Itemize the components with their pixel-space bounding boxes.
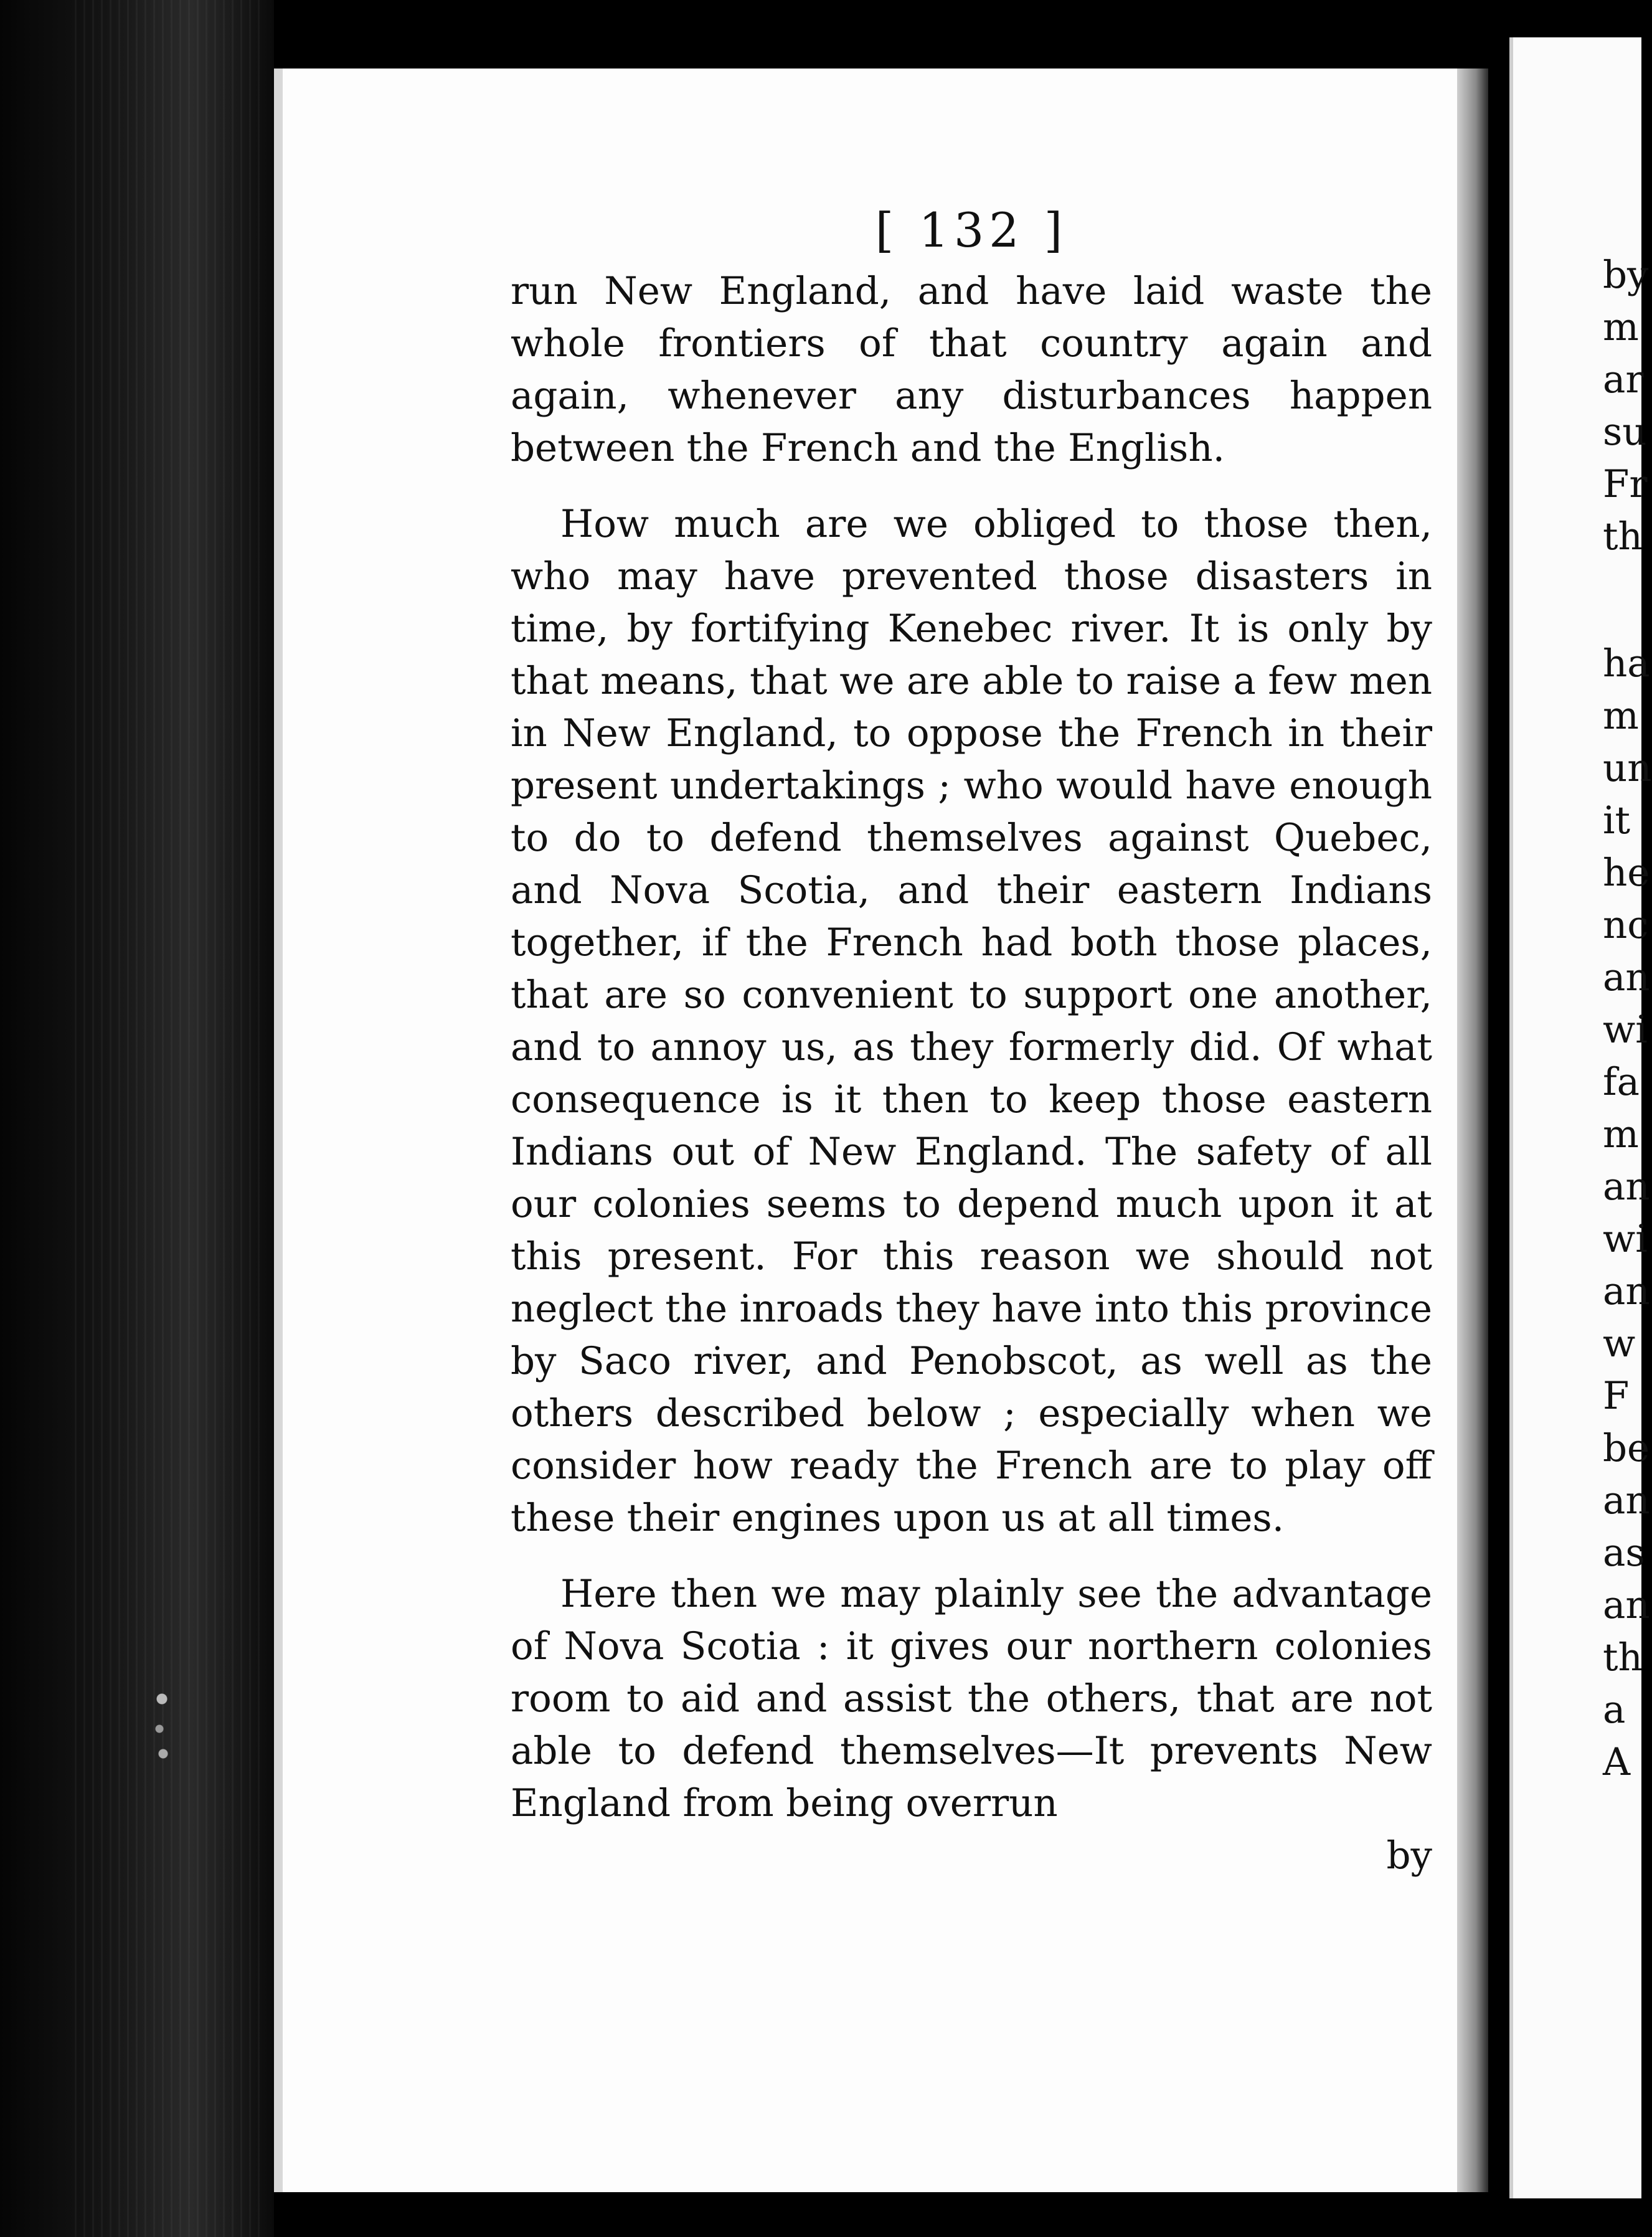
facing-fragment: an	[1603, 955, 1650, 1000]
paragraph-3-text: Here then we may plainly see the advantage of Nova Scotia : it gives our northern colonies room to aid and assist the others, that are not able to defend themselves—It prevents New England from being overrun	[511, 1572, 1432, 1825]
facing-fragment: by	[1603, 253, 1649, 297]
facing-fragment: wi	[1603, 1008, 1648, 1052]
paragraph-1-text: run New England, and have laid waste the whole frontiers of that country again and again, whenever any disturbances happen between the French and the English.	[511, 269, 1432, 470]
paragraph-2-text: How much are we obliged to those then, who may have prevented those disasters in time, by fortifying Kenebec river. It is only by that means, that we are able to raise a few men in New England, to oppose the French in their present undertakings ; who would have enough to do to defend themselves against Quebec, and Nova Scotia, and their eastern Indians together, if the French had both those places, that are so convenient to support one another, and to annoy us, as they formerly did. Of what consequence is it then to keep those eastern Indians out of New England. The safety of all our colonies seems to depend much upon it at this present. For this reason we should not neglect the inroads they have into this province by Saco river, and Penobscot, as well as the others described below ; especially when we consider how ready the French are to play off these their engines upon us at all times.	[511, 502, 1432, 1540]
facing-page-text	[1603, 249, 1652, 1789]
facing-fragment: an	[1603, 1478, 1650, 1523]
facing-fragment: it	[1603, 798, 1631, 843]
spine-marks	[149, 1669, 174, 1769]
facing-fragment: m	[1603, 305, 1639, 349]
paragraph-2	[511, 498, 1432, 1544]
page-text-block	[511, 199, 1432, 1882]
facing-fragment: th	[1603, 514, 1643, 559]
paragraph-3	[511, 1568, 1432, 1830]
facing-fragment: ar	[1603, 357, 1644, 402]
facing-fragment: F	[1603, 1374, 1630, 1418]
book-gutter	[1488, 37, 1509, 2237]
facing-fragment: th	[1603, 1635, 1643, 1680]
spine-texture	[75, 0, 262, 2237]
facing-fragment: w	[1603, 1322, 1636, 1366]
facing-fragment: A	[1603, 1740, 1631, 1784]
book-spine	[0, 0, 274, 2237]
facing-fragment: ha	[1603, 641, 1650, 686]
facing-fragment: fa	[1603, 1060, 1640, 1104]
facing-fragment: Fr	[1603, 462, 1648, 506]
facing-fragment: an	[1603, 1269, 1650, 1313]
left-page-edge	[1457, 69, 1488, 2192]
paragraph-1	[511, 265, 1432, 475]
facing-fragment: an	[1603, 1583, 1650, 1627]
catchword: by	[1386, 1833, 1432, 1878]
facing-fragment: an	[1603, 1165, 1650, 1209]
facing-fragment: nc	[1603, 903, 1649, 947]
facing-fragment: wi	[1603, 1217, 1648, 1261]
facing-fragment: a	[1603, 1688, 1626, 1732]
facing-fragment: he	[1603, 851, 1650, 895]
facing-fragment: un	[1603, 746, 1652, 790]
facing-fragment: m	[1603, 1112, 1639, 1156]
page-number: [ 132 ]	[875, 202, 1068, 258]
facing-fragment: be	[1603, 1426, 1650, 1470]
facing-fragment: su	[1603, 410, 1647, 454]
facing-fragment: as	[1603, 1531, 1645, 1575]
facing-fragment: m	[1603, 694, 1639, 738]
facing-gap	[1603, 563, 1641, 638]
